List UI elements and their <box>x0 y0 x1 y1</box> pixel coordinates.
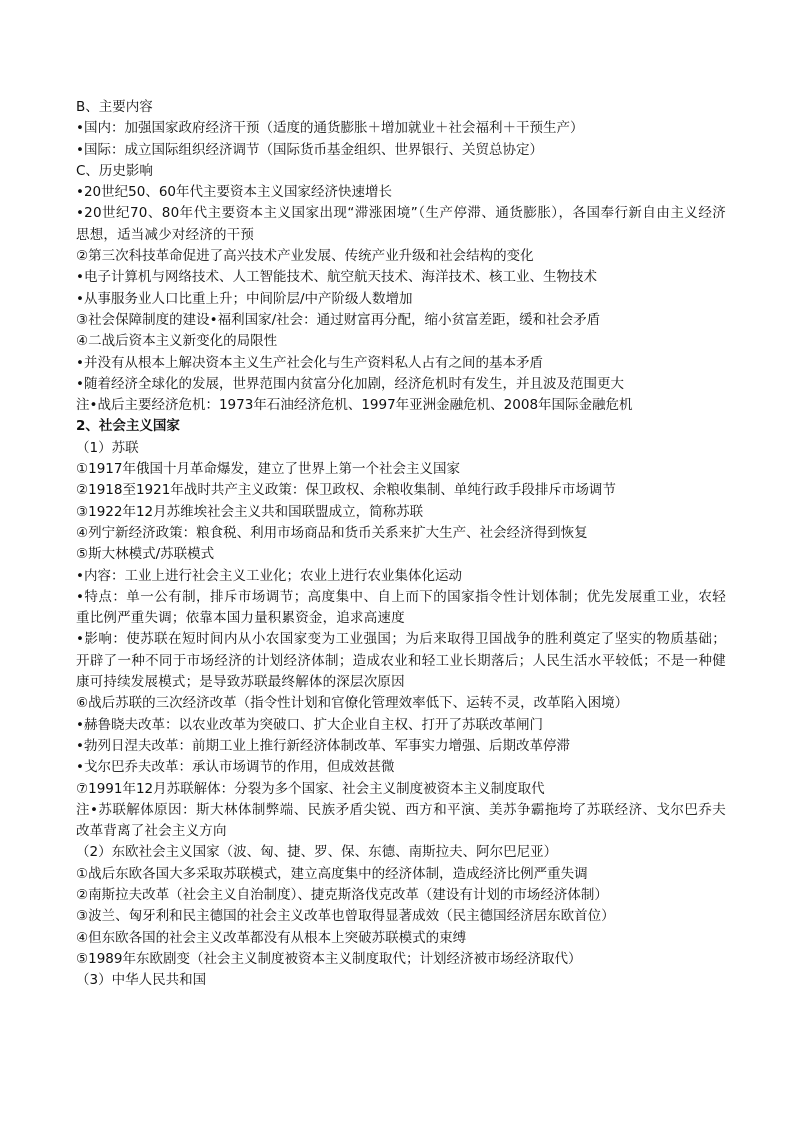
text-line: ④但东欧各国的社会主义改革都没有从根本上突破苏联模式的束缚 <box>76 929 467 946</box>
text-line: ⑥战后苏联的三次经济改革（指令性计划和官僚化管理效率低下、运转不灵，改革陷入困境） <box>76 695 629 712</box>
section-heading: C、历史影响 <box>76 162 153 179</box>
text-line: ③社会保障制度的建设•福利国家/社会：通过财富再分配，缩小贫富差距，缓和社会矛盾 <box>76 311 601 328</box>
text-line: ⑤斯大林模式/苏联模式 <box>76 546 215 563</box>
text-line: ⑦1991年12月苏联解体：分裂为多个国家、社会主义制度被资本主义制度取代 <box>76 780 545 797</box>
text-line: •并没有从根本上解决资本主义生产社会化与生产资料私人占有之间的基本矛盾 <box>76 354 543 371</box>
subsection-heading: （3）中华人民共和国 <box>76 972 207 989</box>
text-line: ⑤1989年东欧剧变（社会主义制度被资本主义制度取代；计划经济被市场经济取代） <box>76 950 582 967</box>
text-line: ①战后东欧各国大多采取苏联模式，建立高度集中的经济体制，造成经济比例严重失调 <box>76 865 588 882</box>
text-line: •国际：成立国际组织经济调节（国际货币基金组织、世界银行、关贸总协定） <box>76 141 543 158</box>
text-line: •内容：工业上进行社会主义工业化；农业上进行农业集体化运动 <box>76 567 462 584</box>
text-line: •20世纪50、60年代主要资本主义国家经济快速增长 <box>76 184 392 201</box>
section-heading: B、主要内容 <box>76 99 153 115</box>
text-line: ④二战后资本主义新变化的局限性 <box>76 333 278 350</box>
text-line: 注•战后主要经济危机：1973年石油经济危机、1997年亚洲金融危机、2008年国际金融危机 <box>76 397 633 414</box>
document-page <box>76 97 726 991</box>
text-line: •国内：加强国家政府经济干预（适度的通货膨胀＋增加就业＋社会福利＋干预生产） <box>76 120 584 137</box>
text-line: ②第三次科技革命促进了高兴技术产业发展、传统产业升级和社会结构的变化 <box>76 248 534 265</box>
text-paragraph: 注•苏联解体原因：斯大林体制弊端、民族矛盾尖锐、西方和平演、美苏争霸拖垮了苏联经济、戈尔巴乔夫改革背离了社会主义方向 <box>76 801 726 840</box>
text-line: ③波兰、匈牙利和民主德国的社会主义改革也曾取得显著成效（民主德国经济居东欧首位） <box>76 908 615 925</box>
text-line: •随着经济全球化的发展，世界范围内贫富分化加剧，经济危机时有发生，并且波及范围更大 <box>76 375 624 392</box>
text-line: •从事服务业人口比重上升；中间阶层/中产阶级人数增加 <box>76 290 413 307</box>
text-line: •戈尔巴乔夫改革：承认市场调节的作用，但成效甚微 <box>76 759 395 776</box>
text-paragraph: •影响：使苏联在短时间内从小农国家变为工业强国；为后来取得卫国战争的胜利奠定了坚实的物质基础；开辟了一种不同于市场经济的计划经济体制；造成农业和轻工业长期落后；人民生活水平较低；不是一种健康可持续发展模式；是导致苏联最终解体的深层次原因 <box>76 631 726 691</box>
text-paragraph: •20世纪70、80年代主要资本主义国家出现“滞涨困境”（生产停滞、通货膨胀），各国奉行新自由主义经济思想，适当减少对经济的干预 <box>76 205 726 243</box>
text-line: •勃列日涅夫改革：前期工业上推行新经济体制改革、军事实力增强、后期改革停滞 <box>76 737 570 754</box>
text-line: •电子计算机与网络技术、人工智能技术、航空航天技术、海洋技术、核工业、生物技术 <box>76 269 597 286</box>
text-line: ③1922年12月苏维埃社会主义共和国联盟成立，简称苏联 <box>76 503 424 520</box>
text-line: ①1917年俄国十月革命爆发，建立了世界上第一个社会主义国家 <box>76 461 460 478</box>
text-line: ②南斯拉夫改革（社会主义自治制度）、捷克斯洛伐克改革（建设有计划的市场经济体制） <box>76 886 608 903</box>
subsection-heading: （1）苏联 <box>76 439 139 456</box>
section-heading: 2、社会主义国家 <box>76 418 180 435</box>
text-line: ④列宁新经济政策：粮食税、利用市场商品和货币关系来扩大生产、社会经济得到恢复 <box>76 524 588 541</box>
text-line: •赫鲁晓夫改革：以农业改革为突破口、扩大企业自主权、打开了苏联改革闸门 <box>76 716 543 733</box>
subsection-heading: （2）东欧社会主义国家（波、匈、捷、罗、保、东德、南斯拉夫、阿尔巴尼亚） <box>76 844 558 861</box>
text-paragraph: •特点：单一公有制，排斥市场调节；高度集中、自上而下的国家指令性计划体制；优先发展重工业，农轻重比例严重失调；依靠本国力量积累资金，追求高速度 <box>76 588 726 627</box>
text-line: ②1918至1921年战时共产主义政策：保卫政权、余粮收集制、单纯行政手段排斥市场调节 <box>76 482 616 499</box>
